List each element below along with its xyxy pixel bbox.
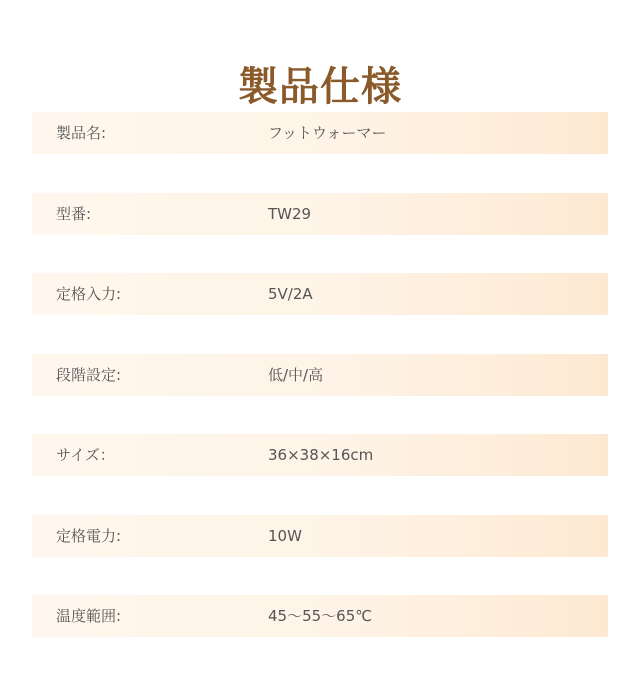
spec-label: 型番: bbox=[56, 204, 92, 223]
spec-label: 温度範囲: bbox=[56, 607, 122, 625]
spec-label: 定格入力: bbox=[56, 285, 122, 303]
spec-label: サイズ： bbox=[56, 446, 115, 464]
spec-value: 5V/2A bbox=[268, 285, 313, 303]
spec-value: 45～55～65℃ bbox=[268, 607, 373, 625]
spec-row-size bbox=[32, 434, 608, 476]
spec-label: 製品名: bbox=[56, 124, 107, 142]
spec-row-rated-input bbox=[32, 273, 608, 315]
spec-row-temperature-range bbox=[32, 595, 608, 637]
spec-row-rated-power bbox=[32, 515, 608, 557]
spec-row-model bbox=[32, 193, 608, 235]
spec-label: 定格電力: bbox=[56, 526, 122, 545]
page-title: 製品仕様 bbox=[238, 62, 402, 110]
spec-value: 低/中/高 bbox=[268, 365, 324, 384]
spec-value: 36×38×16cm bbox=[268, 446, 374, 464]
spec-value: TW29 bbox=[268, 204, 312, 223]
spec-row-level-settings bbox=[32, 354, 608, 396]
spec-table bbox=[32, 112, 608, 676]
spec-value: 10W bbox=[268, 526, 302, 545]
spec-value: フットウォーマー bbox=[268, 124, 387, 142]
spec-row-product-name bbox=[32, 112, 608, 154]
spec-label: 段階設定: bbox=[56, 365, 122, 384]
